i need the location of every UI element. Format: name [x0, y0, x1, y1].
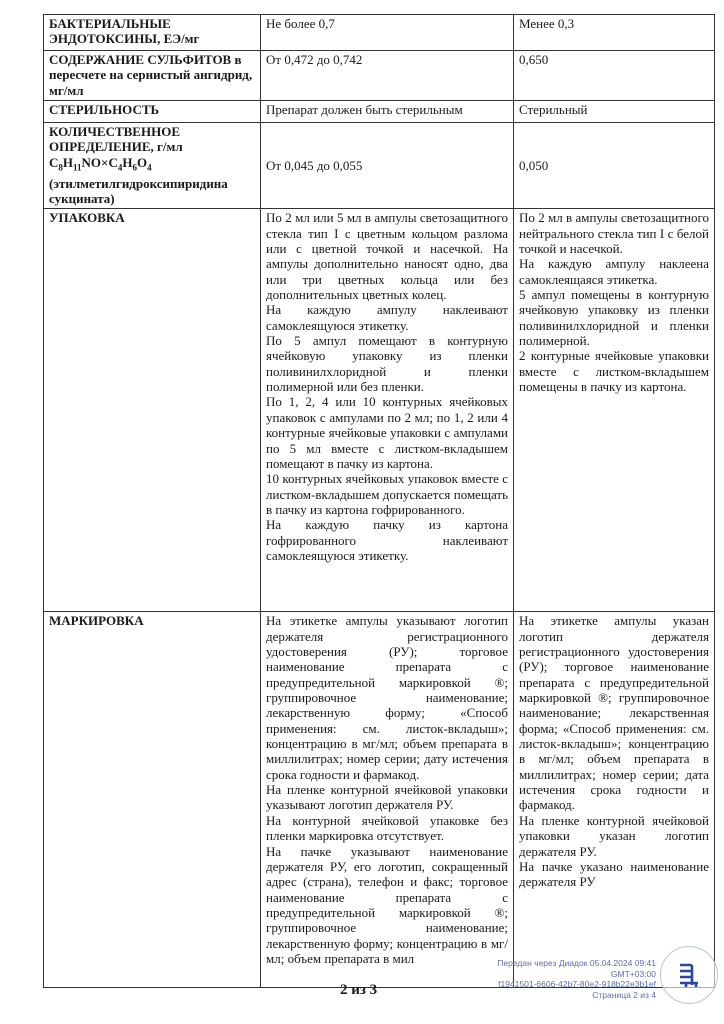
- parameter-label: СТЕРИЛЬНОСТЬ: [49, 102, 160, 118]
- result-paragraph: 0,650: [519, 52, 549, 67]
- result-paragraph: 5 ампул помещены в контурную ячейковую упаковку из пленки поливинилхлоридной и пленки полимерной.: [519, 287, 709, 349]
- table-row: [44, 123, 715, 209]
- parameter-label: МАРКИРОВКА: [49, 613, 144, 629]
- result-paragraph: На пленке контурной ячейковой упаковки указан логотип держателя РУ.: [519, 812, 709, 859]
- parameter-cell: [44, 101, 261, 123]
- specification-cell: [261, 209, 514, 612]
- spec-paragraph: По 5 ампул помещают в контурную ячейковую упаковку из пленки поливинилхлоридной и пленки полимерной или без пленки.: [266, 333, 508, 395]
- spec-paragraph: Препарат должен быть стерильным: [266, 102, 463, 118]
- result-cell: [514, 123, 715, 209]
- edo-stamp: [456, 958, 656, 1000]
- parameter-cell: [44, 612, 261, 988]
- parameter-label: БАКТЕРИАЛЬНЫЕ ЭНДОТОКСИНЫ, ЕЭ/мг: [49, 16, 200, 47]
- parameter-cell: [44, 51, 261, 101]
- spec-paragraph: По 1, 2, 4 или 10 контурных ячейковых упаковок с ампулами по 2 мл; по 1, 2 или 4 контурные ячейковые упаковки с ампулами по 5 мл вместе с листком-вкладышем помещают в пачку из картона.: [266, 394, 508, 471]
- parameter-cell: [44, 209, 261, 612]
- result-paragraph: На этикетке ампулы указан логотип держателя регистрационного удостоверения (РУ); торговое наименование препарата с предупредительной маркировкой ®; группировочное наименование; лекарственная форма; «Способ применения: см. листок-вкладыш»; концентрацию в мг/мл; объем препарата в миллилитрах; номер серии; дата истечения срока годности и фармакод.: [519, 613, 709, 813]
- parameter-label: КОЛИЧЕСТВЕННОЕ ОПРЕДЕЛЕНИЕ, г/мл: [49, 124, 183, 155]
- parameter-label: СОДЕРЖАНИЕ СУЛЬФИТОВ в пересчете на сернистый ангидрид, мг/мл: [49, 52, 253, 98]
- spec-paragraph: На каждую ампулу наклеивают самоклеящуюся этикетку.: [266, 302, 508, 333]
- result-cell: [514, 51, 715, 101]
- spec-paragraph: На каждую пачку из картона гофрированного наклеивают самоклеящуюся этикетку.: [266, 517, 508, 563]
- result-paragraph: На пачке указано наименование держателя РУ: [519, 858, 709, 890]
- table-row: [44, 15, 715, 51]
- stamp-page-line: Страница 2 из 4: [592, 989, 656, 1000]
- spec-paragraph: На этикетке ампулы указывают логотип держателя регистрационного удостоверения (РУ); торговое наименование препарата с предупредительной маркировкой ®; группировочное наименование; лекарственную форму; «Способ применения: см. листок-вкладыш»; концентрацию в мг/мл; объем препарата в миллилитрах; номер серии; дату истечения срока годности и фармакод.: [266, 613, 508, 782]
- diadoc-logo-icon: [660, 946, 718, 1004]
- table-row: [44, 101, 715, 123]
- page-number: 2 из 3: [340, 982, 378, 998]
- result-cell: [514, 15, 715, 51]
- result-paragraph: По 2 мл в ампулы светозащитного нейтрального стекла тип I с белой точкой и насечкой.: [519, 210, 709, 257]
- parameter-note: (этилметилгидроксипиридина сукцината): [49, 175, 228, 206]
- spec-paragraph: От 0,472 до 0,742: [266, 52, 363, 67]
- parameter-cell: [44, 15, 261, 51]
- parameter-label: УПАКОВКА: [49, 210, 125, 226]
- specification-cell: [261, 612, 514, 988]
- table-row: [44, 51, 715, 101]
- spec-paragraph: Не более 0,7: [266, 16, 335, 31]
- result-paragraph: 2 контурные ячейковые упаковки вместе с листком-вкладышем помещены в пачку из картона.: [519, 348, 709, 395]
- result-cell: [514, 101, 715, 123]
- chemical-formula: $C_8H_{11}NO\times C_4H_6O_4$: [49, 154, 152, 173]
- specification-cell: [261, 51, 514, 101]
- spec-paragraph: По 2 мл или 5 мл в ампулы светозащитного стекла тип I с цветным кольцом разлома или с цветной точкой и насечкой. На ампулы дополнительно наносят одно, два или три цветных кольца или без дополнительных цветных колец.: [266, 210, 508, 303]
- spec-paragraph: На пачке указывают наименование держателя РУ, его логотип, сокращенный адрес (страна), телефон и факс; торговое наименование препарата с предупредительной маркировкой ®; группировочное наименование; лекарственную форму; концентрацию в мг/мл; объем препарата в мил: [266, 843, 508, 966]
- specification-cell: [261, 101, 514, 123]
- specification-table: [43, 14, 715, 988]
- result-paragraph: На каждую ампулу наклеена самоклеящаяся этикетка.: [519, 256, 709, 287]
- spec-paragraph: На пленке контурной ячейковой упаковки указывают логотип держателя РУ.: [266, 782, 508, 813]
- specification-cell: [261, 15, 514, 51]
- spec-paragraph: 10 контурных ячейковых упаковок вместе с листком-вкладышем допускается помещать в пачку из картона гофрированного.: [266, 471, 508, 517]
- result-cell: [514, 209, 715, 612]
- result-cell: [514, 612, 715, 988]
- result-paragraph: 0,050: [519, 157, 549, 173]
- parameter-cell: [44, 123, 261, 209]
- stamp-document-id: f1941501-6606-42b7-80e2-918b22e3b1ef: [498, 979, 656, 989]
- stamp-transfer-line: Передан через Диадок 05.04.2024 09:41 GMT+03:00: [497, 958, 656, 979]
- table-row: [44, 209, 715, 612]
- result-paragraph: Стерильный: [519, 102, 588, 118]
- result-paragraph: Менее 0,3: [519, 16, 575, 31]
- table-row: [44, 612, 715, 988]
- spec-paragraph: На контурной ячейковой упаковке без пленки маркировка отсутствует.: [266, 812, 508, 844]
- specification-cell: [261, 123, 514, 209]
- spec-paragraph: От 0,045 до 0,055: [266, 157, 363, 173]
